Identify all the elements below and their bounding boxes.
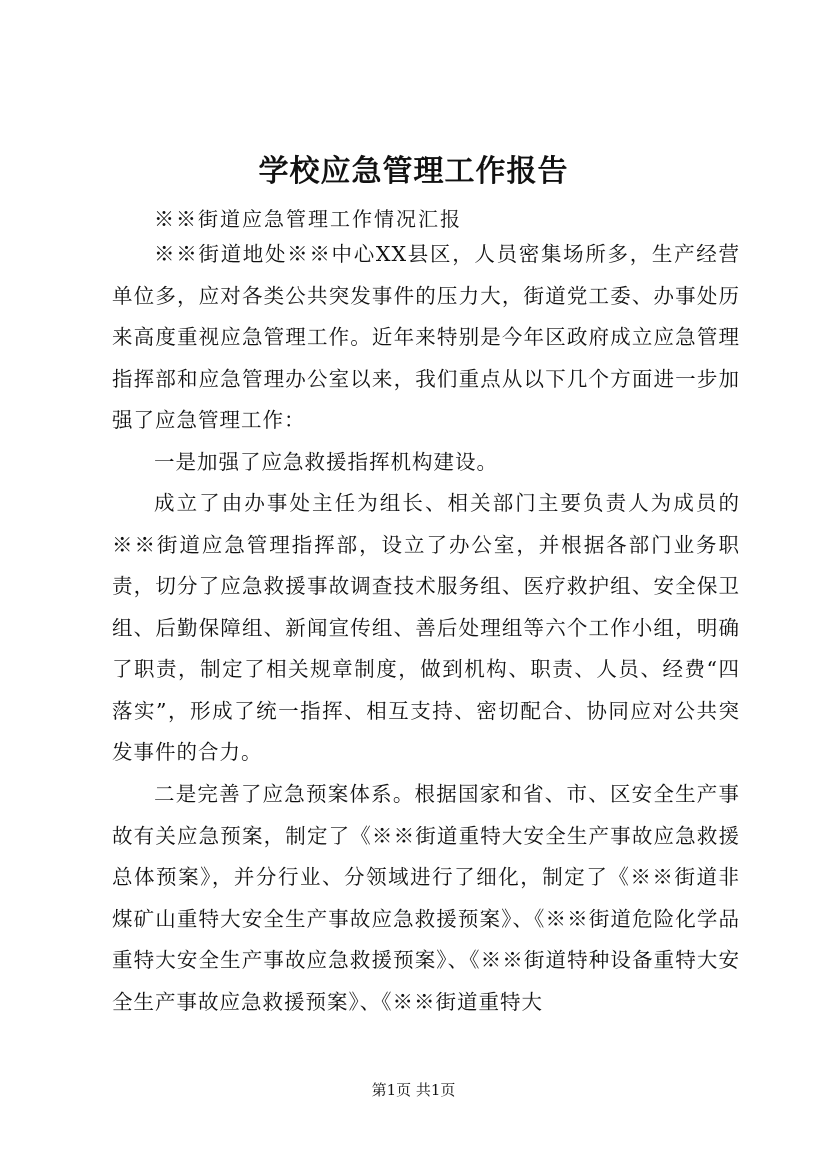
paragraph-emergency-plans: 二是完善了应急预案体系。根据国家和省、市、区安全生产事故有关应急预案，制定了《※※街道重特大安全生产事故应急救援总体预案》，并分行业、分领域进行了细化，制定了《※※街道非煤矿山重特大安全生产事故应急救援预案》、《※※街道危险化学品重特大安全生产事故应急救援预案》、《※※街道特种设备重特大安全生产事故应急救援预案》、《※※街道重特大: [112, 782, 740, 1014]
paragraph-heading-one: 一是加强了应急救援指挥机构建设。: [154, 450, 498, 474]
document-title: 学校应急管理工作报告: [258, 154, 569, 189]
paragraph-intro: ※※街道地处※※中心XX县区，人员密集场所多，生产经营单位多，应对各类公共突发事件的压力大，街道党工委、办事处历来高度重视应急管理工作。近年来特别是今年区政府成立应急管理指挥部和应急管理办公室以来，我们重点从以下几个方面进一步加强了应急管理工作：: [112, 242, 740, 432]
page-footer: 第1页 共1页: [371, 1081, 456, 1099]
paragraph-command-structure: 成立了由办事处主任为组长、相关部门主要负责人为成员的※※街道应急管理指挥部，设立了办公室，并根据各部门业务职责，切分了应急救援事故调查技术服务组、医疗救护组、安全保卫组、后勤保障组、新闻宣传组、善后处理组等六个工作小组，明确了职责，制定了相关规章制度，做到机构、职责、人员、经费“四落实”，形成了统一指挥、相互支持、密切配合、协同应对公共突发事件的合力。: [112, 491, 740, 764]
document-subtitle: ※※街道应急管理工作情况汇报: [154, 207, 462, 231]
